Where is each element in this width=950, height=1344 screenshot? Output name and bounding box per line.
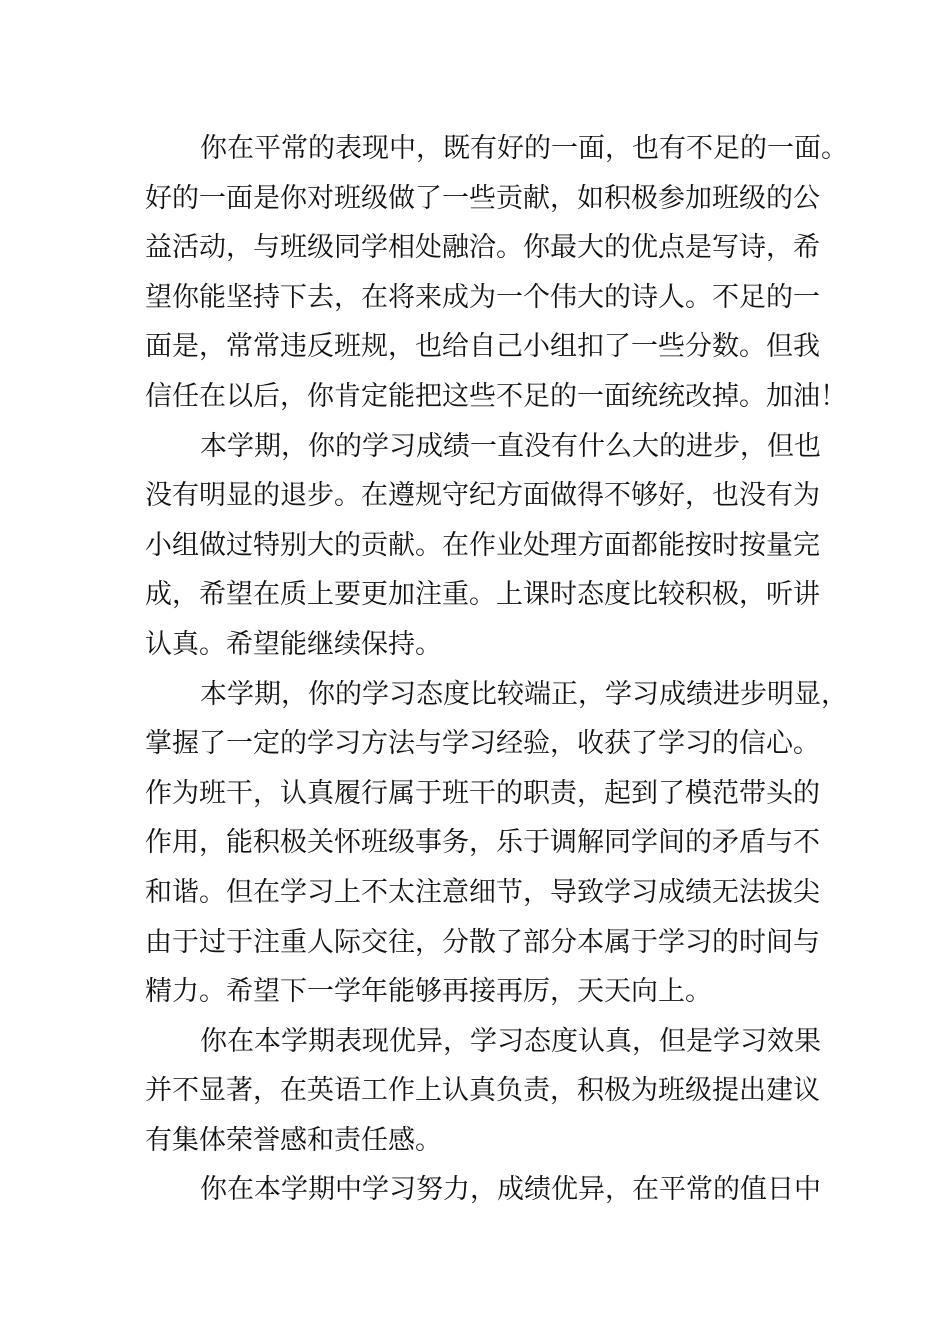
paragraph-line: 精力。希望下一学年能够再接再厉，天天向上。 xyxy=(145,976,712,1008)
paragraph-line: 并不显著，在英语工作上认真负责，积极为班级提出建议 xyxy=(145,1075,820,1107)
paragraph-line: 本学期，你的学习态度比较端正，学习成绩进步明显， xyxy=(200,678,848,710)
paragraph-line: 你在本学期表现优异，学习态度认真，但是学习效果 xyxy=(200,1025,821,1057)
paragraph-line: 你在本学期中学习努力，成绩优异，在平常的值日中 xyxy=(200,1174,821,1206)
paragraph-line: 掌握了一定的学习方法与学习经验，收获了学习的信心。 xyxy=(145,728,820,760)
paragraph xyxy=(145,670,848,1017)
paragraph xyxy=(145,1165,835,1215)
paragraph-line: 和谐。但在学习上不太注意细节，导致学习成绩无法拔尖 xyxy=(145,876,820,908)
paragraph-line: 认真。希望能继续保持。 xyxy=(145,628,442,660)
paragraph-line: 望你能坚持下去，在将来成为一个伟大的诗人。不足的一 xyxy=(145,281,820,313)
paragraph-line: 信任在以后，你肯定能把这些不足的一面统统改掉。加油！ xyxy=(145,380,847,412)
paragraph-line: 没有明显的退步。在遵规守纪方面做得不够好，也没有为 xyxy=(145,480,820,512)
paragraph-line: 益活动，与班级同学相处融洽。你最大的优点是写诗，希 xyxy=(145,232,820,264)
paragraph-line: 小组做过特别大的贡献。在作业处理方面都能按时按量完 xyxy=(145,529,820,561)
paragraph-line: 本学期，你的学习成绩一直没有什么大的进步，但也 xyxy=(200,430,821,462)
paragraph-line: 作为班干，认真履行属于班干的职责，起到了模范带头的 xyxy=(145,777,820,809)
paragraph xyxy=(145,124,848,422)
paragraph-line: 成，希望在质上要更加注重。上课时态度比较积极，听讲 xyxy=(145,579,820,611)
paragraph xyxy=(145,1017,835,1166)
paragraph-line: 你在平常的表现中，既有好的一面，也有不足的一面。 xyxy=(200,133,848,164)
paragraph-line: 作用，能积极关怀班级事务，乐于调解同学间的矛盾与不 xyxy=(145,827,820,859)
paragraph-line: 由于过于注重人际交往，分散了部分本属于学习的时间与 xyxy=(145,926,820,958)
paragraph-line: 有集体荣誉感和责任感。 xyxy=(145,1124,442,1156)
document-body xyxy=(145,124,848,1215)
paragraph-line: 面是，常常违反班规，也给自己小组扣了一些分数。但我 xyxy=(145,331,820,363)
paragraph xyxy=(145,422,835,670)
paragraph-line: 好的一面是你对班级做了一些贡献，如积极参加班级的公 xyxy=(145,182,820,214)
